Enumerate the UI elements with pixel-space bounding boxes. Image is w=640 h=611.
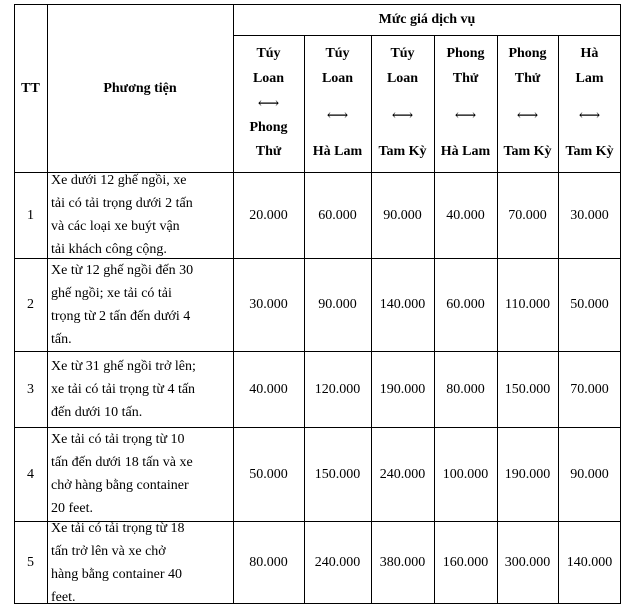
route-destination-text: Phong <box>249 120 288 135</box>
route-destination-line <box>503 140 551 164</box>
row-number-text: 2 <box>27 297 34 312</box>
route-origin-text: Loan <box>321 71 354 86</box>
vehicle-description-line <box>51 451 193 474</box>
header-vehicle <box>47 4 233 172</box>
route-origin-line <box>508 66 546 91</box>
route-header <box>371 35 434 172</box>
price-value: 110.000 <box>505 297 550 312</box>
vehicle-description <box>47 351 233 427</box>
price-cell <box>371 172 434 258</box>
route-origin-text: Thử <box>452 71 479 86</box>
route-destination-line <box>378 140 426 164</box>
vehicle-description-text: xe tải có tải trọng từ 4 tấn <box>51 381 196 397</box>
price-value: 120.000 <box>314 381 361 397</box>
route-origin-line <box>322 41 353 66</box>
price-value: 80.000 <box>249 555 288 570</box>
price-cell <box>497 521 558 604</box>
price-value: 190.000 <box>504 466 551 482</box>
price-value: 150.000 <box>314 466 361 482</box>
route-origin-line <box>387 41 418 66</box>
vehicle-description-text: hàng bằng container 40 <box>51 566 183 582</box>
vehicle-description-text: Xe từ 12 ghế ngồi đến 30 <box>51 262 194 278</box>
route-destination-text: Hà Lam <box>440 144 491 159</box>
vehicle-description <box>47 521 233 604</box>
route-origin <box>446 41 484 91</box>
vehicle-description-line <box>51 355 196 378</box>
route-origin-text: Phong <box>446 46 485 61</box>
vehicle-description-line <box>51 586 185 609</box>
vehicle-description-line <box>51 428 193 451</box>
route-origin-text: Túy <box>390 46 415 61</box>
vehicle-description-line <box>51 474 193 497</box>
price-value: 380.000 <box>379 555 426 570</box>
route-origin <box>387 41 418 91</box>
price-cell <box>304 351 371 427</box>
price-value: 240.000 <box>314 555 361 570</box>
route-origin <box>322 41 353 91</box>
vehicle-description-line <box>51 540 185 563</box>
header-price-group-label: Mức giá dịch vụ <box>378 12 476 27</box>
vehicle-description-text: Xe dưới 12 ghế ngồi, xe <box>51 173 187 188</box>
route-header <box>233 35 304 172</box>
price-table <box>14 4 621 604</box>
row-number-text: 5 <box>27 555 34 570</box>
double-arrow-glyph: ⟷ <box>257 95 280 112</box>
vehicle-description-line <box>51 192 193 215</box>
price-value: 300.000 <box>504 555 551 570</box>
price-cell <box>497 427 558 521</box>
price-cell <box>558 427 621 521</box>
route-header <box>497 35 558 172</box>
price-cell <box>371 521 434 604</box>
route-origin-line <box>322 66 353 91</box>
price-cell <box>233 351 304 427</box>
price-value: 140.000 <box>566 555 613 570</box>
price-cell <box>304 258 371 351</box>
price-value: 20.000 <box>249 207 288 223</box>
price-cell <box>371 351 434 427</box>
double-arrow-icon <box>257 95 280 112</box>
vehicle-description-text: Xe từ 31 ghế ngồi trở lên; <box>51 358 196 374</box>
vehicle-description-lines <box>51 355 196 424</box>
route-header <box>434 35 497 172</box>
price-value: 60.000 <box>318 207 357 223</box>
vehicle-description-line <box>51 282 193 305</box>
price-value: 70.000 <box>570 381 609 397</box>
vehicle-description-lines <box>51 428 193 520</box>
double-arrow-glyph: ⟷ <box>391 107 414 124</box>
price-value: 40.000 <box>249 381 288 397</box>
route-destination-text: Tam Kỳ <box>378 144 427 159</box>
route-destination <box>441 140 490 164</box>
vehicle-description-line <box>51 259 193 282</box>
price-value: 90.000 <box>318 297 357 312</box>
vehicle-description <box>47 258 233 351</box>
vehicle-description-line <box>51 215 193 238</box>
vehicle-description-text: đến dưới 10 tấn. <box>51 404 143 420</box>
price-value: 70.000 <box>508 207 547 223</box>
route-destination-text: Tam Kỳ <box>565 144 614 159</box>
double-arrow-icon <box>326 107 349 124</box>
row-number-text: 3 <box>27 381 34 397</box>
vehicle-description-text: tấn. <box>51 331 72 347</box>
route-destination-line <box>249 140 287 164</box>
price-value: 30.000 <box>570 207 609 223</box>
vehicle-description-text: Xe tải có tải trọng từ 10 <box>51 432 185 447</box>
route-origin-line <box>446 41 484 66</box>
route-destination <box>249 116 287 164</box>
route-origin <box>508 41 546 91</box>
route-destination-line <box>441 140 490 164</box>
double-arrow-glyph: ⟷ <box>454 107 477 124</box>
vehicle-description-line <box>51 517 185 540</box>
vehicle-description-lines <box>51 169 193 261</box>
vehicle-description-text: ghế ngồi; xe tải có tải <box>51 285 172 301</box>
route-destination-line <box>565 140 613 164</box>
route-origin-text: Thử <box>514 71 541 86</box>
vehicle-description <box>47 172 233 258</box>
vehicle-description-text: và các loại xe buýt vận <box>51 219 180 234</box>
route-origin-line <box>253 41 284 66</box>
price-cell <box>371 258 434 351</box>
price-cell <box>434 351 497 427</box>
double-arrow-icon <box>516 107 539 124</box>
row-number <box>14 427 47 521</box>
route-destination <box>378 140 426 164</box>
price-cell <box>434 258 497 351</box>
header-vehicle-label: Phương tiện <box>103 80 177 96</box>
route-destination-line <box>249 116 287 140</box>
price-value: 150.000 <box>504 381 551 397</box>
vehicle-description-line <box>51 563 185 586</box>
price-cell <box>233 427 304 521</box>
price-cell <box>304 172 371 258</box>
vehicle-description-line <box>51 305 193 328</box>
route-origin-text: Hà <box>580 46 599 61</box>
vehicle-description-text: trọng từ 2 tấn đến dưới 4 <box>51 308 191 324</box>
double-arrow-icon <box>391 107 414 124</box>
price-value: 60.000 <box>446 297 485 312</box>
price-cell <box>304 521 371 604</box>
route-origin-line <box>576 41 604 66</box>
double-arrow-icon <box>454 107 477 124</box>
route-destination-text: Thử <box>255 144 282 159</box>
price-cell <box>434 172 497 258</box>
price-value: 90.000 <box>383 207 422 223</box>
route-origin-text: Loan <box>252 71 285 86</box>
vehicle-description-text: 20 feet. <box>51 501 93 516</box>
price-cell <box>434 427 497 521</box>
vehicle-description-line <box>51 401 196 424</box>
route-origin-line <box>387 66 418 91</box>
price-cell <box>497 172 558 258</box>
double-arrow-glyph: ⟷ <box>326 107 349 124</box>
price-value: 30.000 <box>249 297 288 312</box>
route-origin-line <box>446 66 484 91</box>
price-value: 50.000 <box>249 466 288 482</box>
row-number <box>14 172 47 258</box>
route-origin-text: Túy <box>256 46 281 61</box>
price-cell <box>558 172 621 258</box>
price-cell <box>304 427 371 521</box>
header-tt-label: TT <box>21 80 40 96</box>
price-cell <box>233 172 304 258</box>
price-cell <box>497 351 558 427</box>
route-origin-line <box>576 66 604 91</box>
vehicle-description-text: tải có tải trọng dưới 2 tấn <box>51 196 193 211</box>
vehicle-description-line <box>51 328 193 351</box>
double-arrow-glyph: ⟷ <box>516 107 539 124</box>
route-destination-text: Tam Kỳ <box>503 144 552 159</box>
row-number <box>14 521 47 604</box>
route-destination-text: Hà Lam <box>312 144 363 159</box>
price-value: 160.000 <box>442 555 489 570</box>
route-destination <box>313 140 362 164</box>
vehicle-description-text: tải khách công cộng. <box>51 242 167 257</box>
price-cell <box>558 351 621 427</box>
vehicle-description-line <box>51 378 196 401</box>
price-cell <box>558 521 621 604</box>
vehicle-description-lines <box>51 517 185 609</box>
price-value: 50.000 <box>570 297 609 312</box>
route-origin <box>576 41 604 91</box>
route-destination-line <box>313 140 362 164</box>
vehicle-description-lines <box>51 259 193 351</box>
route-origin-text: Lam <box>575 71 604 86</box>
row-number-text: 1 <box>27 207 34 223</box>
price-cell <box>233 521 304 604</box>
vehicle-description-text: chở hàng bằng container <box>51 478 189 493</box>
route-destination <box>565 140 613 164</box>
vehicle-description-line <box>51 169 193 192</box>
route-header <box>304 35 371 172</box>
vehicle-description-text: Xe tải có tải trọng từ 18 <box>51 520 185 536</box>
price-value: 190.000 <box>379 381 426 397</box>
vehicle-description-text: tấn đến dưới 18 tấn và xe <box>51 455 193 470</box>
route-destination <box>503 140 551 164</box>
price-value: 140.000 <box>379 297 426 312</box>
route-origin-text: Túy <box>325 46 350 61</box>
vehicle-description-text: feet. <box>51 589 76 605</box>
price-value: 80.000 <box>446 381 485 397</box>
route-header <box>558 35 621 172</box>
double-arrow-icon <box>578 107 601 124</box>
route-origin-line <box>253 66 284 91</box>
route-origin-text: Loan <box>386 71 419 86</box>
price-value: 90.000 <box>570 466 609 482</box>
route-origin-text: Phong <box>508 46 547 61</box>
row-number-text: 4 <box>27 466 34 482</box>
price-value: 100.000 <box>442 466 489 482</box>
header-tt <box>14 4 47 172</box>
price-cell <box>371 427 434 521</box>
price-value: 40.000 <box>446 207 485 223</box>
route-origin <box>253 41 284 91</box>
double-arrow-glyph: ⟷ <box>578 107 601 124</box>
row-number <box>14 258 47 351</box>
price-cell <box>497 258 558 351</box>
route-origin-line <box>508 41 546 66</box>
vehicle-description <box>47 427 233 521</box>
price-cell <box>558 258 621 351</box>
price-cell <box>434 521 497 604</box>
price-value: 240.000 <box>379 466 426 482</box>
header-price-group <box>233 4 621 35</box>
vehicle-description-text: tấn trở lên và xe chở <box>51 543 166 559</box>
row-number <box>14 351 47 427</box>
price-cell <box>233 258 304 351</box>
